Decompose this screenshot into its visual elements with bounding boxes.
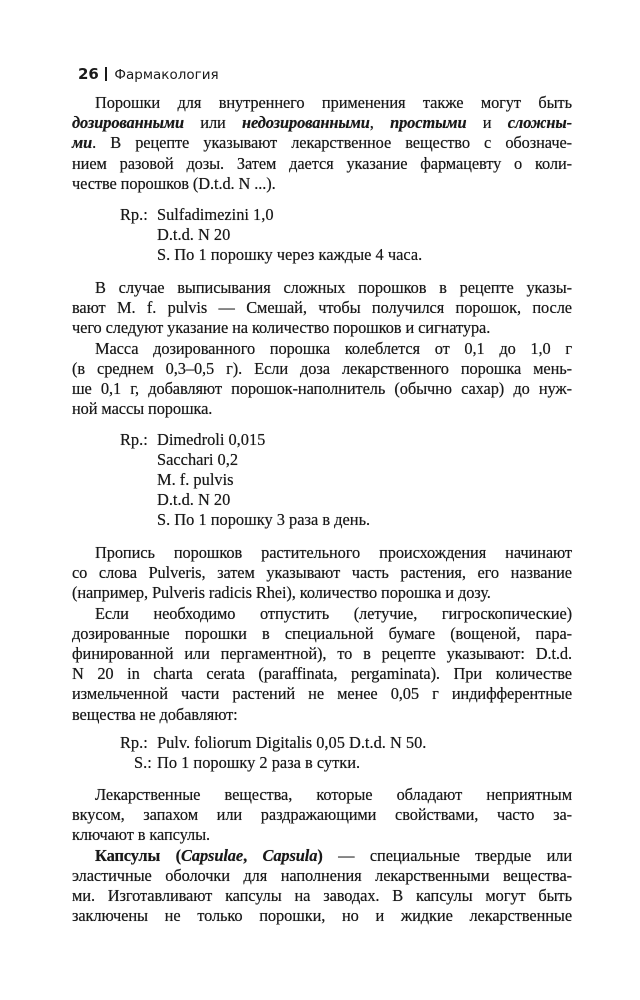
text-run: со слова Pulveris, затем указывают часть растения, его название bbox=[72, 563, 572, 583]
prescription-label: Rp.: bbox=[120, 205, 148, 224]
italic-term: ми bbox=[72, 133, 93, 153]
prescription-line bbox=[72, 753, 572, 773]
text-line bbox=[72, 886, 572, 906]
text-run: Масса дозированного порошка колеблется от 0,1 до 1,0 г bbox=[95, 338, 572, 358]
text-run: Порошки для внутреннего применения также могут быть bbox=[95, 93, 572, 112]
italic-term: дозированными bbox=[72, 113, 185, 133]
text-line bbox=[72, 113, 572, 133]
prescription-text: Dimedroli 0,015 bbox=[157, 430, 266, 449]
text-run: (в среднем 0,3–0,5 г). Если доза лекарственного порошка мень- bbox=[72, 358, 572, 378]
text-line bbox=[72, 785, 572, 805]
text-line bbox=[72, 543, 572, 563]
text-line bbox=[72, 399, 572, 419]
text-line bbox=[72, 705, 572, 725]
prescription-line bbox=[72, 470, 572, 490]
text-line bbox=[72, 604, 572, 624]
prescription-text: D.t.d. N 20 bbox=[157, 490, 231, 509]
text-line bbox=[72, 583, 572, 603]
text-run: N 20 in charta cerata (paraffinata, pergaminata). При количестве bbox=[72, 664, 572, 684]
prescription-block bbox=[72, 430, 572, 530]
text-line bbox=[72, 174, 572, 194]
prescription-text: По 1 порошку 2 раза в сутки. bbox=[157, 753, 361, 772]
prescription-text: D.t.d. N 20 bbox=[157, 225, 231, 244]
text-line bbox=[72, 379, 572, 399]
text-run: Если необходимо отпустить (летучие, гигроскопические) bbox=[95, 603, 572, 623]
text-run: заключены не только порошки, но и жидкие лекарственные bbox=[72, 906, 572, 926]
text-run: чего следуют указание на количество порошков и сигнатура. bbox=[72, 318, 491, 338]
text-run: вкусом, запахом или раздражающими свойствами, часто за- bbox=[72, 805, 572, 825]
italic-term: Capsulae bbox=[181, 845, 244, 865]
prescription-label: Rp.: bbox=[120, 733, 148, 752]
bold-term: ) bbox=[317, 845, 323, 865]
text-line bbox=[72, 339, 572, 359]
text-line bbox=[72, 133, 572, 153]
prescription-line bbox=[72, 205, 572, 225]
prescription-text: Sacchari 0,2 bbox=[157, 450, 239, 469]
running-header bbox=[78, 64, 219, 84]
text-line bbox=[72, 563, 572, 583]
text-line bbox=[72, 825, 572, 845]
text-run: финированной или пергаментной), то в рецепте указывают: D.t.d. bbox=[72, 643, 572, 663]
text-line bbox=[72, 906, 572, 926]
bold-term: Капсулы ( bbox=[95, 845, 182, 865]
prescription-line bbox=[72, 450, 572, 470]
text-line bbox=[72, 866, 572, 886]
paragraph bbox=[72, 543, 572, 725]
prescription-line bbox=[72, 510, 572, 530]
prescription-text: Sulfadimezini 1,0 bbox=[157, 205, 274, 224]
prescription-text: M. f. pulvis bbox=[157, 470, 234, 489]
text-line bbox=[72, 318, 572, 338]
text-run: В случае выписывания сложных порошков в рецепте указы- bbox=[95, 278, 572, 297]
prescription-line bbox=[72, 733, 572, 753]
text-line bbox=[72, 684, 572, 704]
prescription-text: S. По 1 порошку 3 раза в день. bbox=[157, 510, 371, 529]
text-run: Пропись порошков растительного происхождения начинают bbox=[95, 543, 572, 562]
page-number: 26 bbox=[78, 65, 99, 83]
text-line bbox=[72, 664, 572, 684]
text-run: Лекарственные вещества, которые обладают неприятным bbox=[95, 785, 572, 804]
prescription-text: S. По 1 порошку через каждые 4 часа. bbox=[157, 245, 423, 264]
text-run: эластичные оболочки для наполнения лекарственными вещества- bbox=[72, 865, 572, 885]
chapter-title: Фармакология bbox=[114, 67, 219, 83]
text-run: измельченной части растений не менее 0,05 г индифферентные bbox=[72, 684, 572, 704]
bold-term: , bbox=[243, 845, 263, 865]
text-line bbox=[72, 154, 572, 174]
text-run: ключают в капсулы. bbox=[72, 825, 210, 845]
text-run: нием разовой дозы. Затем дается указание фармацевту о коли- bbox=[72, 153, 572, 173]
text-run: вают M. f. pulvis — Смешай, чтобы получился порошок, после bbox=[72, 298, 572, 318]
text-line bbox=[72, 278, 572, 298]
prescription-label: S.: bbox=[134, 753, 152, 772]
header-divider bbox=[105, 67, 108, 81]
text-run: — специальные твердые или bbox=[322, 845, 572, 865]
text-run: ной массы порошка. bbox=[72, 399, 213, 419]
prescription-label: Rp.: bbox=[120, 430, 148, 449]
italic-term: Capsula bbox=[262, 845, 318, 865]
text-line bbox=[72, 805, 572, 825]
text-line bbox=[72, 644, 572, 664]
prescription-line bbox=[72, 225, 572, 245]
paragraph bbox=[72, 93, 572, 194]
prescription-block bbox=[72, 733, 572, 773]
text-run: и bbox=[466, 113, 508, 133]
prescription-line bbox=[72, 245, 572, 265]
italic-term: простыми bbox=[390, 113, 467, 133]
text-run: ше 0,1 г, добавляют порошок-наполнитель (обычно сахар) до нуж- bbox=[72, 378, 572, 398]
paragraph bbox=[72, 785, 572, 926]
text-run: вещества не добавляют: bbox=[72, 704, 238, 724]
paragraph bbox=[72, 278, 572, 419]
text-run: , bbox=[369, 113, 391, 133]
italic-term: сложны- bbox=[507, 113, 573, 133]
text-run: или bbox=[184, 113, 242, 133]
prescription-text: Pulv. foliorum Digitalis 0,05 D.t.d. N 50. bbox=[157, 733, 427, 752]
prescription-line bbox=[72, 430, 572, 450]
text-run: (например, Pulveris radicis Rhei), количество порошка и дозу. bbox=[72, 583, 491, 603]
text-run: дозированные порошки в специальной бумаге (вощеной, пара- bbox=[72, 623, 572, 643]
prescription-block bbox=[72, 205, 572, 265]
text-run: честве порошков (D.t.d. N ...). bbox=[72, 173, 276, 193]
text-run: ми. Изготавливают капсулы на заводах. В капсулы могут быть bbox=[72, 885, 572, 905]
text-line bbox=[72, 624, 572, 644]
text-line bbox=[72, 846, 572, 866]
text-line bbox=[72, 359, 572, 379]
italic-term: недозированными bbox=[241, 113, 370, 133]
text-run: . В рецепте указывают лекарственное вещество с обозначе- bbox=[92, 133, 572, 153]
text-line bbox=[72, 298, 572, 318]
prescription-line bbox=[72, 490, 572, 510]
text-line bbox=[72, 93, 572, 113]
